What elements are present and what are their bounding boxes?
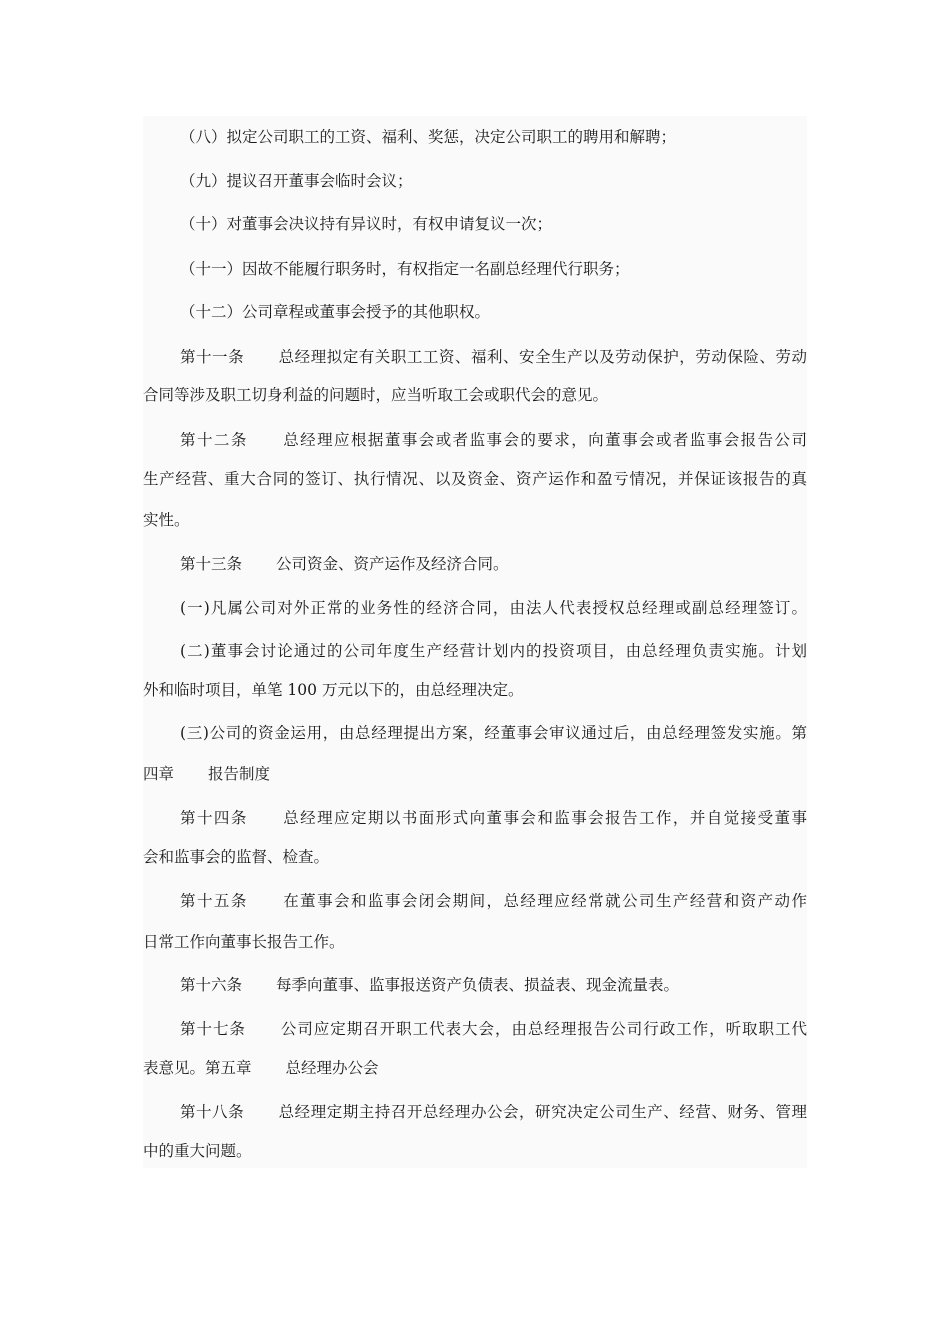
article-15-line-1 — [180, 891, 807, 911]
article-18-line-2: 中的重大问题。 — [143, 1142, 252, 1160]
article-15-line-2: 日常工作向董事长报告工作。 — [143, 933, 345, 951]
article-12-line-1 — [180, 430, 807, 450]
article-label: 第十八条 — [180, 1103, 245, 1121]
article-16-line-1 — [180, 975, 807, 995]
article-label: 第十七条 — [180, 1020, 246, 1038]
paragraph-item-10: （十）对董事会决议持有异议时，有权申请复议一次； — [180, 215, 553, 233]
article-14-line-1 — [180, 808, 807, 828]
article-text: 在董事会和监事会闭会期间，总经理应经常就公司生产经营和资产动作 — [281, 892, 807, 910]
article-label: 第十六条 — [180, 976, 243, 994]
article-18-line-1 — [180, 1102, 807, 1122]
chapter-label: 四章 — [143, 765, 175, 783]
paragraph-item-8: （八）拟定公司职工的工资、福利、奖惩，决定公司职工的聘用和解聘； — [180, 128, 677, 146]
article-text: 总经理定期主持召开总经理办公会，研究决定公司生产、经营、财务、管理 — [278, 1103, 807, 1121]
article-text: 总经理应根据董事会或者监事会的要求，向董事会或者监事会报告公司 — [281, 431, 807, 449]
article-11-line-2: 合同等涉及职工切身利益的问题时，应当听取工会或职代会的意见。 — [143, 386, 609, 404]
article-label: 第十四条 — [180, 809, 248, 827]
article-11-line-1 — [180, 347, 807, 367]
article-label: 第十二条 — [180, 431, 248, 449]
article-14-line-2: 会和监事会的监督、检查。 — [143, 848, 330, 866]
article-13-item-3-line-1: (三)公司的资金运用，由总经理提出方案，经董事会审议通过后，由总经理签发实施。第 — [180, 724, 807, 742]
article-12-line-3: 实性。 — [143, 511, 190, 529]
chapter-title: 报告制度 — [208, 765, 271, 783]
article-13-item-1: (一)凡属公司对外正常的业务性的经济合同，由法人代表授权总经理或副总经理签订。 — [180, 599, 807, 617]
article-13-item-2-line-2: 外和临时项目，单笔 100 万元以下的，由总经理决定。 — [143, 681, 524, 699]
article-text: 每季向董事、监事报送资产负债表、损益表、现金流量表。 — [276, 976, 680, 994]
article-text: 总经理拟定有关职工工资、福利、安全生产以及劳动保护，劳动保险、劳动 — [278, 348, 807, 366]
article-13-line-1 — [180, 554, 807, 574]
paragraph-item-9: （九）提议召开董事会临时会议； — [180, 172, 413, 190]
article-17-line-1 — [180, 1019, 807, 1039]
article-text: 公司资金、资产运作及经济合同。 — [276, 555, 509, 573]
article-text: 公司应定期召开职工代表大会，由总经理报告公司行政工作，听取职工代 — [279, 1020, 807, 1038]
article-13-item-2-line-1: (二)董事会讨论通过的公司年度生产经营计划内的投资项目，由总经理负责实施。计划 — [180, 642, 807, 660]
article-label: 第十五条 — [180, 892, 248, 910]
chapter-label: 表意见。第五章 — [143, 1059, 252, 1077]
chapter-4-heading — [143, 764, 807, 784]
article-12-line-2: 生产经营、重大合同的签订、执行情况、以及资金、资产运作和盈亏情况，并保证该报告的真 — [143, 470, 807, 488]
paragraph-item-12: （十二）公司章程或董事会授予的其他职权。 — [180, 303, 491, 321]
article-text: 总经理应定期以书面形式向董事会和监事会报告工作，并自觉接受董事 — [281, 809, 807, 827]
article-label: 第十一条 — [180, 348, 245, 366]
article-label: 第十三条 — [180, 555, 243, 573]
chapter-5-heading — [143, 1058, 807, 1078]
paragraph-item-11: （十一）因故不能履行职务时，有权指定一名副总经理代行职务； — [180, 260, 630, 278]
chapter-title: 总经理办公会 — [285, 1059, 379, 1077]
